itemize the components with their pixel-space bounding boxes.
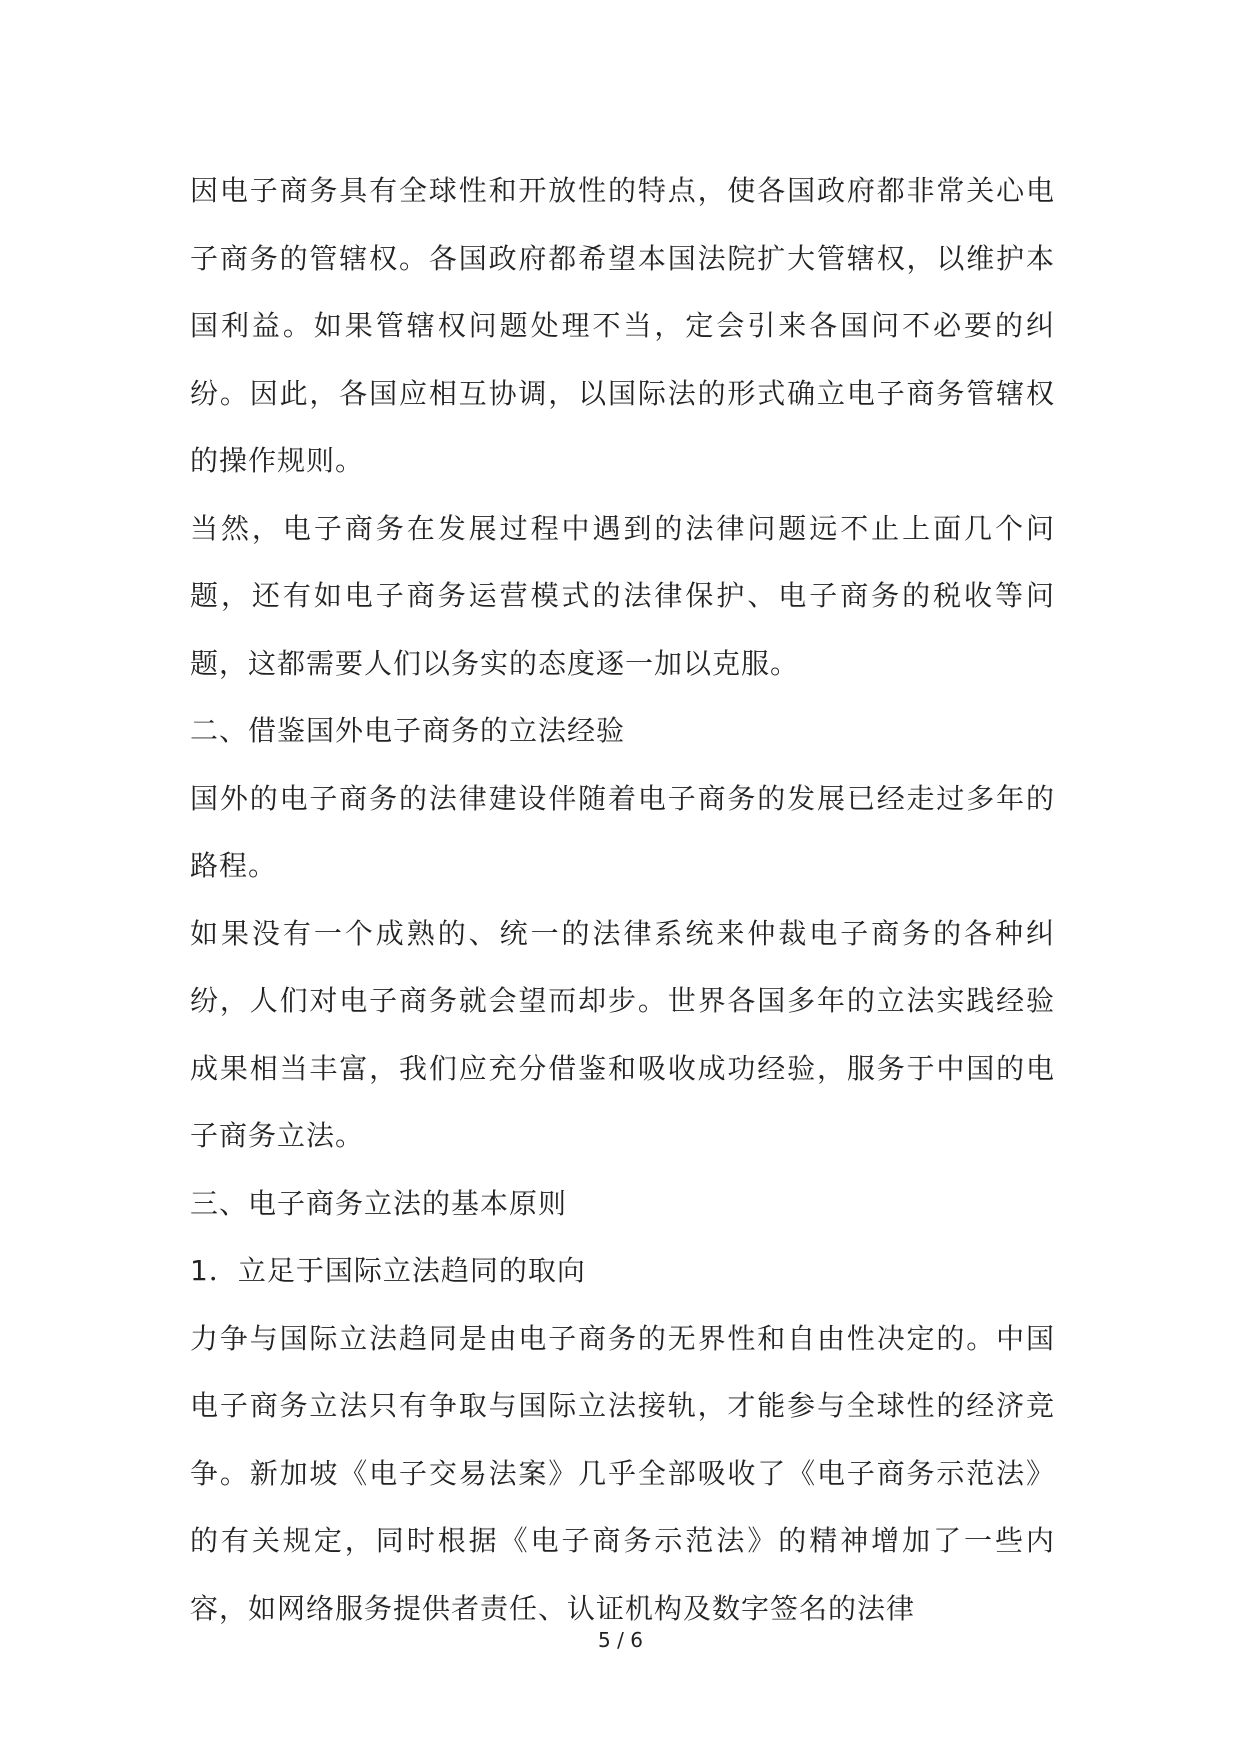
subsection-heading-1: 1．立足于国际立法趋同的取向 xyxy=(190,1254,586,1287)
paragraph-other-issues: 当然，电子商务在发展过程中遇到的法律问题远不止上面几个问题，还有如电子商务运营模式的法律保护、电子商务的税收等问题，这都需要人们以务实的态度逐一加以克服。 xyxy=(190,511,1055,680)
paragraph-foreign-experience: 国外的电子商务的法律建设伴随着电子商务的发展已经走过多年的路程。 xyxy=(190,781,1055,882)
page-number: 5 / 6 xyxy=(598,1628,643,1652)
paragraph-international-convergence: 力争与国际立法趋同是由电子商务的无界性和自由性决定的。中国电子商务立法只有争取与国际立法接轨，才能参与全球性的经济竞争。新加坡《电子交易法案》几乎全部吸收了《电子商务示范法》的有关规定，同时根据《电子商务示范法》的精神增加了一些内容，如网络服务提供者责任、认证机构及数字签名的法律 xyxy=(190,1321,1055,1625)
document-body xyxy=(190,157,1055,1642)
section-heading-3: 三、电子商务立法的基本原则 xyxy=(190,1186,568,1220)
section-heading-2: 二、借鉴国外电子商务的立法经验 xyxy=(190,714,626,747)
paragraph-jurisdiction: 因电子商务具有全球性和开放性的特点，使各国政府都非常关心电子商务的管辖权。各国政府都希望本国法院扩大管辖权，以维护本国利益。如果管辖权问题处理不当，定会引来各国问不必要的纠纷。因此，各国应相互协调，以国际法的形式确立电子商务管辖权的操作规则。 xyxy=(190,174,1055,477)
paragraph-unified-legal-system: 如果没有一个成熟的、统一的法律系统来仲裁电子商务的各种纠纷，人们对电子商务就会望而却步。世界各国多年的立法实践经验成果相当丰富，我们应充分借鉴和吸收成功经验，服务于中国的电子商务立法。 xyxy=(190,916,1055,1152)
